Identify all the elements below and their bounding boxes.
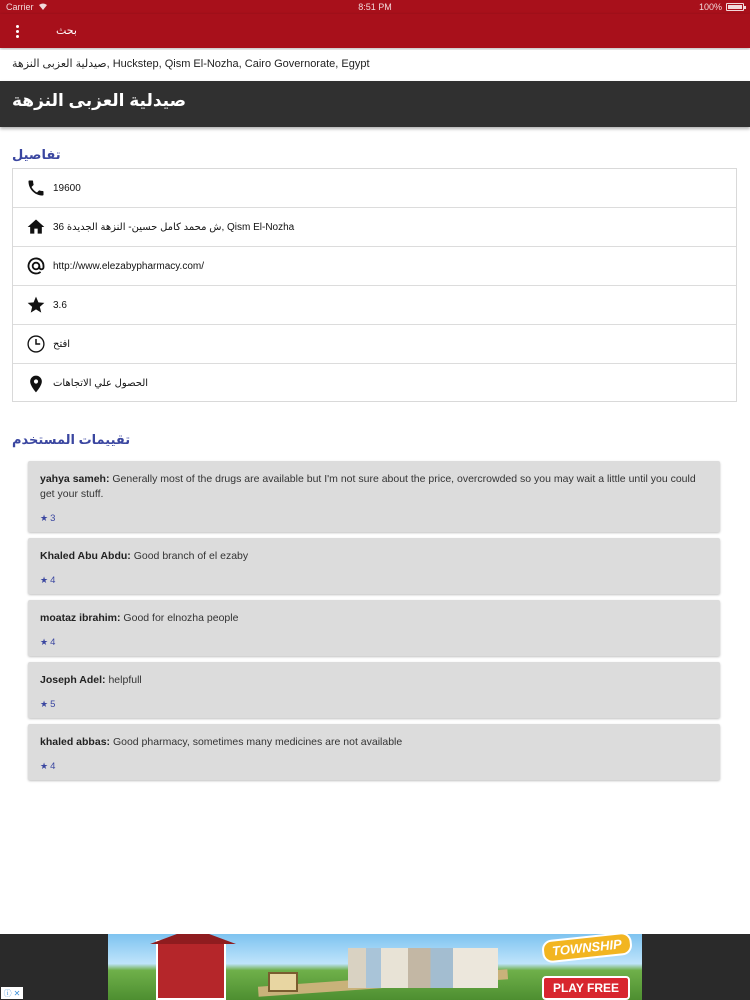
review-stars: 3 [50, 513, 56, 524]
close-icon: ✕ [13, 988, 21, 998]
review-author: yahya sameh: [40, 473, 110, 485]
review-stars: 4 [50, 575, 56, 586]
detail-directions[interactable] [13, 364, 736, 403]
review-text: Good for elnozha people [120, 612, 239, 624]
review-rating [40, 697, 708, 712]
review-item [28, 662, 720, 718]
review-author: Khaled Abu Abdu: [40, 550, 131, 562]
detail-address[interactable] [13, 208, 736, 247]
phone-number: 19600 [53, 182, 81, 194]
detail-website[interactable] [13, 247, 736, 286]
review-rating [40, 573, 708, 588]
review-text: Good branch of el ezaby [130, 550, 249, 562]
ad-choices-icon[interactable] [1, 987, 23, 999]
city-illustration [348, 948, 498, 988]
star-icon: ★ [40, 513, 49, 523]
review-rating [40, 759, 708, 774]
review-rating [40, 511, 708, 526]
status-bar [0, 0, 750, 14]
details-heading: تفاصيل [12, 147, 61, 162]
review-item [28, 461, 720, 532]
review-stars: 4 [50, 761, 56, 772]
review-item [28, 724, 720, 780]
detail-phone[interactable] [13, 169, 736, 208]
more-vert-icon[interactable] [8, 20, 26, 42]
title-banner [0, 81, 750, 127]
reviews-heading: تقييمات المستخدم [12, 432, 131, 447]
review-item [28, 538, 720, 594]
review-rating [40, 635, 708, 650]
star-icon: ★ [40, 699, 49, 709]
star-icon: ★ [40, 637, 49, 647]
rating-value: 3.6 [53, 299, 67, 311]
detail-rating [13, 286, 736, 325]
map-pin-icon [25, 373, 47, 395]
review-author: khaled abbas: [40, 736, 111, 748]
play-free-button[interactable]: PLAY FREE [542, 976, 630, 1000]
info-icon: ⓘ [3, 988, 12, 998]
star-icon: ★ [40, 575, 49, 585]
details-card [12, 168, 737, 402]
star-icon [25, 294, 47, 316]
review-stars: 5 [50, 699, 56, 710]
status-battery [699, 2, 744, 12]
location-text: صيدلية العزبى النزهة, Huckstep, Qism El-Nozha, Cairo Governorate, Egypt [0, 50, 750, 80]
search-button[interactable]: بحث [56, 25, 77, 37]
ad-bar [0, 934, 750, 1000]
status-time: 8:51 PM [358, 2, 392, 12]
clock-icon [25, 333, 47, 355]
review-stars: 4 [50, 637, 56, 648]
review-author: moataz ibrahim: [40, 612, 121, 624]
website-link[interactable]: http://www.elezabypharmacy.com/ [53, 260, 204, 272]
ad-logo: TOWNSHIP [541, 934, 633, 964]
phone-icon [25, 177, 47, 199]
review-author: Joseph Adel: [40, 674, 106, 686]
battery-percent: 100% [698, 2, 722, 12]
reviews-list [28, 461, 720, 786]
app-bar [0, 14, 750, 48]
review-text: Good pharmacy, sometimes many medicines are not available [110, 736, 403, 748]
review-item [28, 600, 720, 656]
carrier-label: Carrier [6, 2, 34, 12]
page-title: صيدلية العزبى النزهة [12, 91, 187, 110]
ad-banner[interactable] [108, 934, 642, 1000]
open-status: افتح [53, 338, 71, 350]
home-icon [25, 216, 47, 238]
review-text: helpfull [105, 674, 142, 686]
at-sign-icon [25, 255, 47, 277]
directions-link[interactable]: الحصول علي الاتجاهات [53, 378, 149, 389]
detail-hours [13, 325, 736, 364]
sign-illustration [268, 972, 298, 992]
battery-icon [726, 3, 744, 11]
barn-illustration [156, 940, 226, 1000]
address-text: ش محمد كامل حسين- النزهة الجديدة 36, Qism El-Nozha [53, 221, 295, 233]
review-text: Generally most of the drugs are available but I'm not sure about the price, overcrowded so you may wait a little until you could get your stuff. [40, 473, 696, 500]
star-icon: ★ [40, 761, 49, 771]
